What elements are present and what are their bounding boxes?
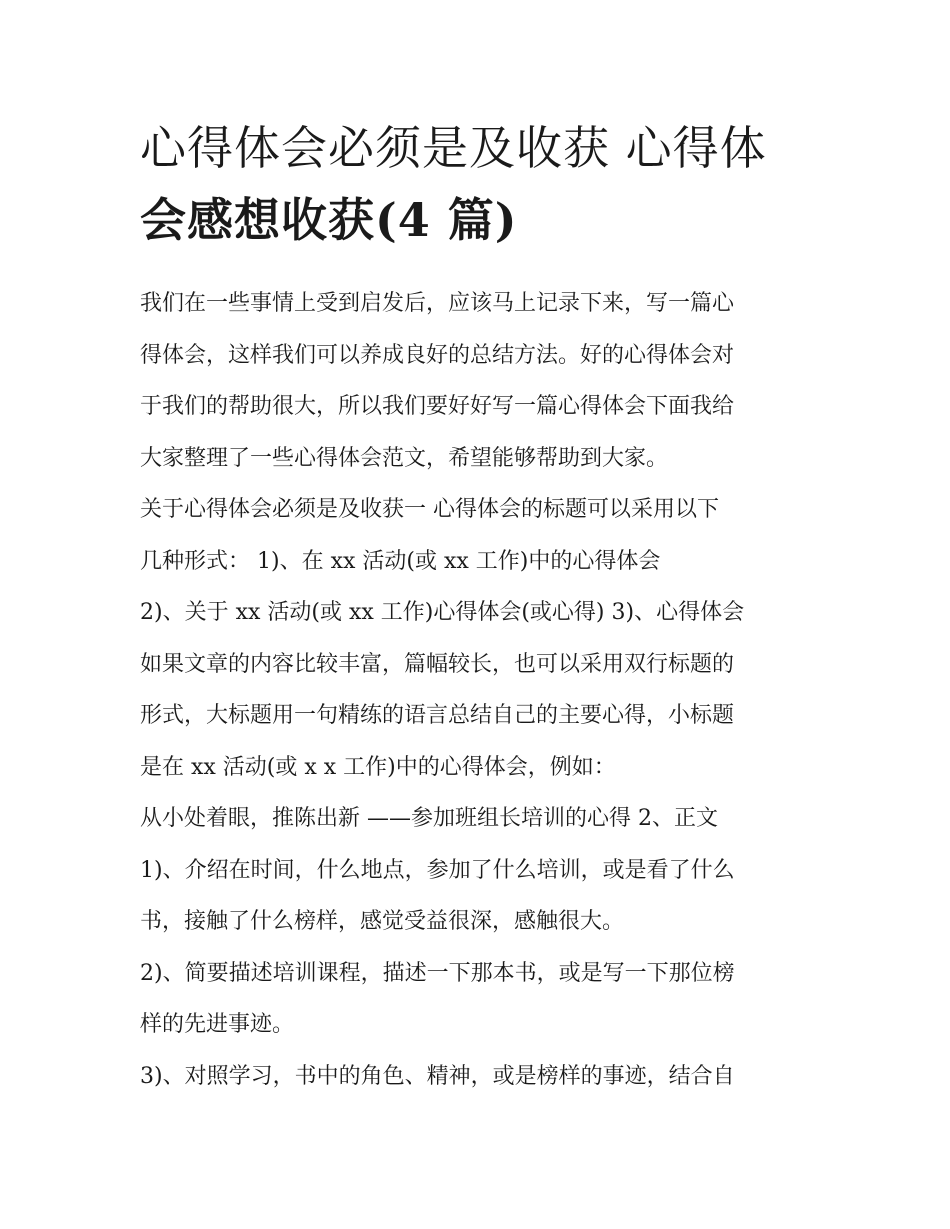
body-line-10: 是在 xx 活动(或 x x 工作)中的心得体会，例如： xyxy=(140,754,616,780)
body-line-11: 从小处着眼，推陈出新 ——参加班组长培训的心得 2、正文 xyxy=(140,806,718,831)
body-line-3: 于我们的帮助很大，所以我们要好好写一篇心得体会下面我给 xyxy=(140,394,735,419)
body-line-2: 得体会，这样我们可以养成良好的总结方法。好的心得体会对 xyxy=(140,342,735,368)
body-line-14: 2)、简要描述培训课程，描述一下那本书，或是写一下那位榜 xyxy=(140,960,735,986)
title-line-2: 会感想收获(4 篇) xyxy=(140,193,518,247)
document-title xyxy=(140,112,830,256)
title-line-1: 心得体会必须是及收获 心得体 xyxy=(140,121,767,175)
body-line-7: 2)、关于 xx 活动(或 xx 工作)心得体会(或心得) 3)、心得体会 xyxy=(140,600,745,625)
body-line-12: 1)、介绍在时间，什么地点，参加了什么培训，或是看了什么 xyxy=(140,857,735,883)
body-line-6: 几种形式： 1)、在 xx 活动(或 xx 工作)中的心得体会 xyxy=(140,548,661,574)
body-line-5: 关于心得体会必须是及收获一 心得体会的标题可以采用以下 xyxy=(140,497,719,522)
body-line-8: 如果文章的内容比较丰富，篇幅较长，也可以采用双行标题的 xyxy=(140,651,735,677)
body-line-15: 样的先进事迹。 xyxy=(140,1012,295,1037)
body-line-4: 大家整理了一些心得体会范文，希望能够帮助到大家。 xyxy=(140,445,669,471)
body-line-16: 3)、对照学习，书中的角色、精神，或是榜样的事迹，结合自 xyxy=(140,1063,735,1089)
body-line-13: 书，接触了什么榜样，感觉受益很深，感触很大。 xyxy=(140,909,625,934)
document-body xyxy=(140,278,830,1102)
body-line-1: 我们在一些事情上受到启发后，应该马上记录下来，写一篇心 xyxy=(140,291,735,316)
body-line-9: 形式，大标题用一句精练的语言总结自己的主要心得，小标题 xyxy=(140,703,735,728)
